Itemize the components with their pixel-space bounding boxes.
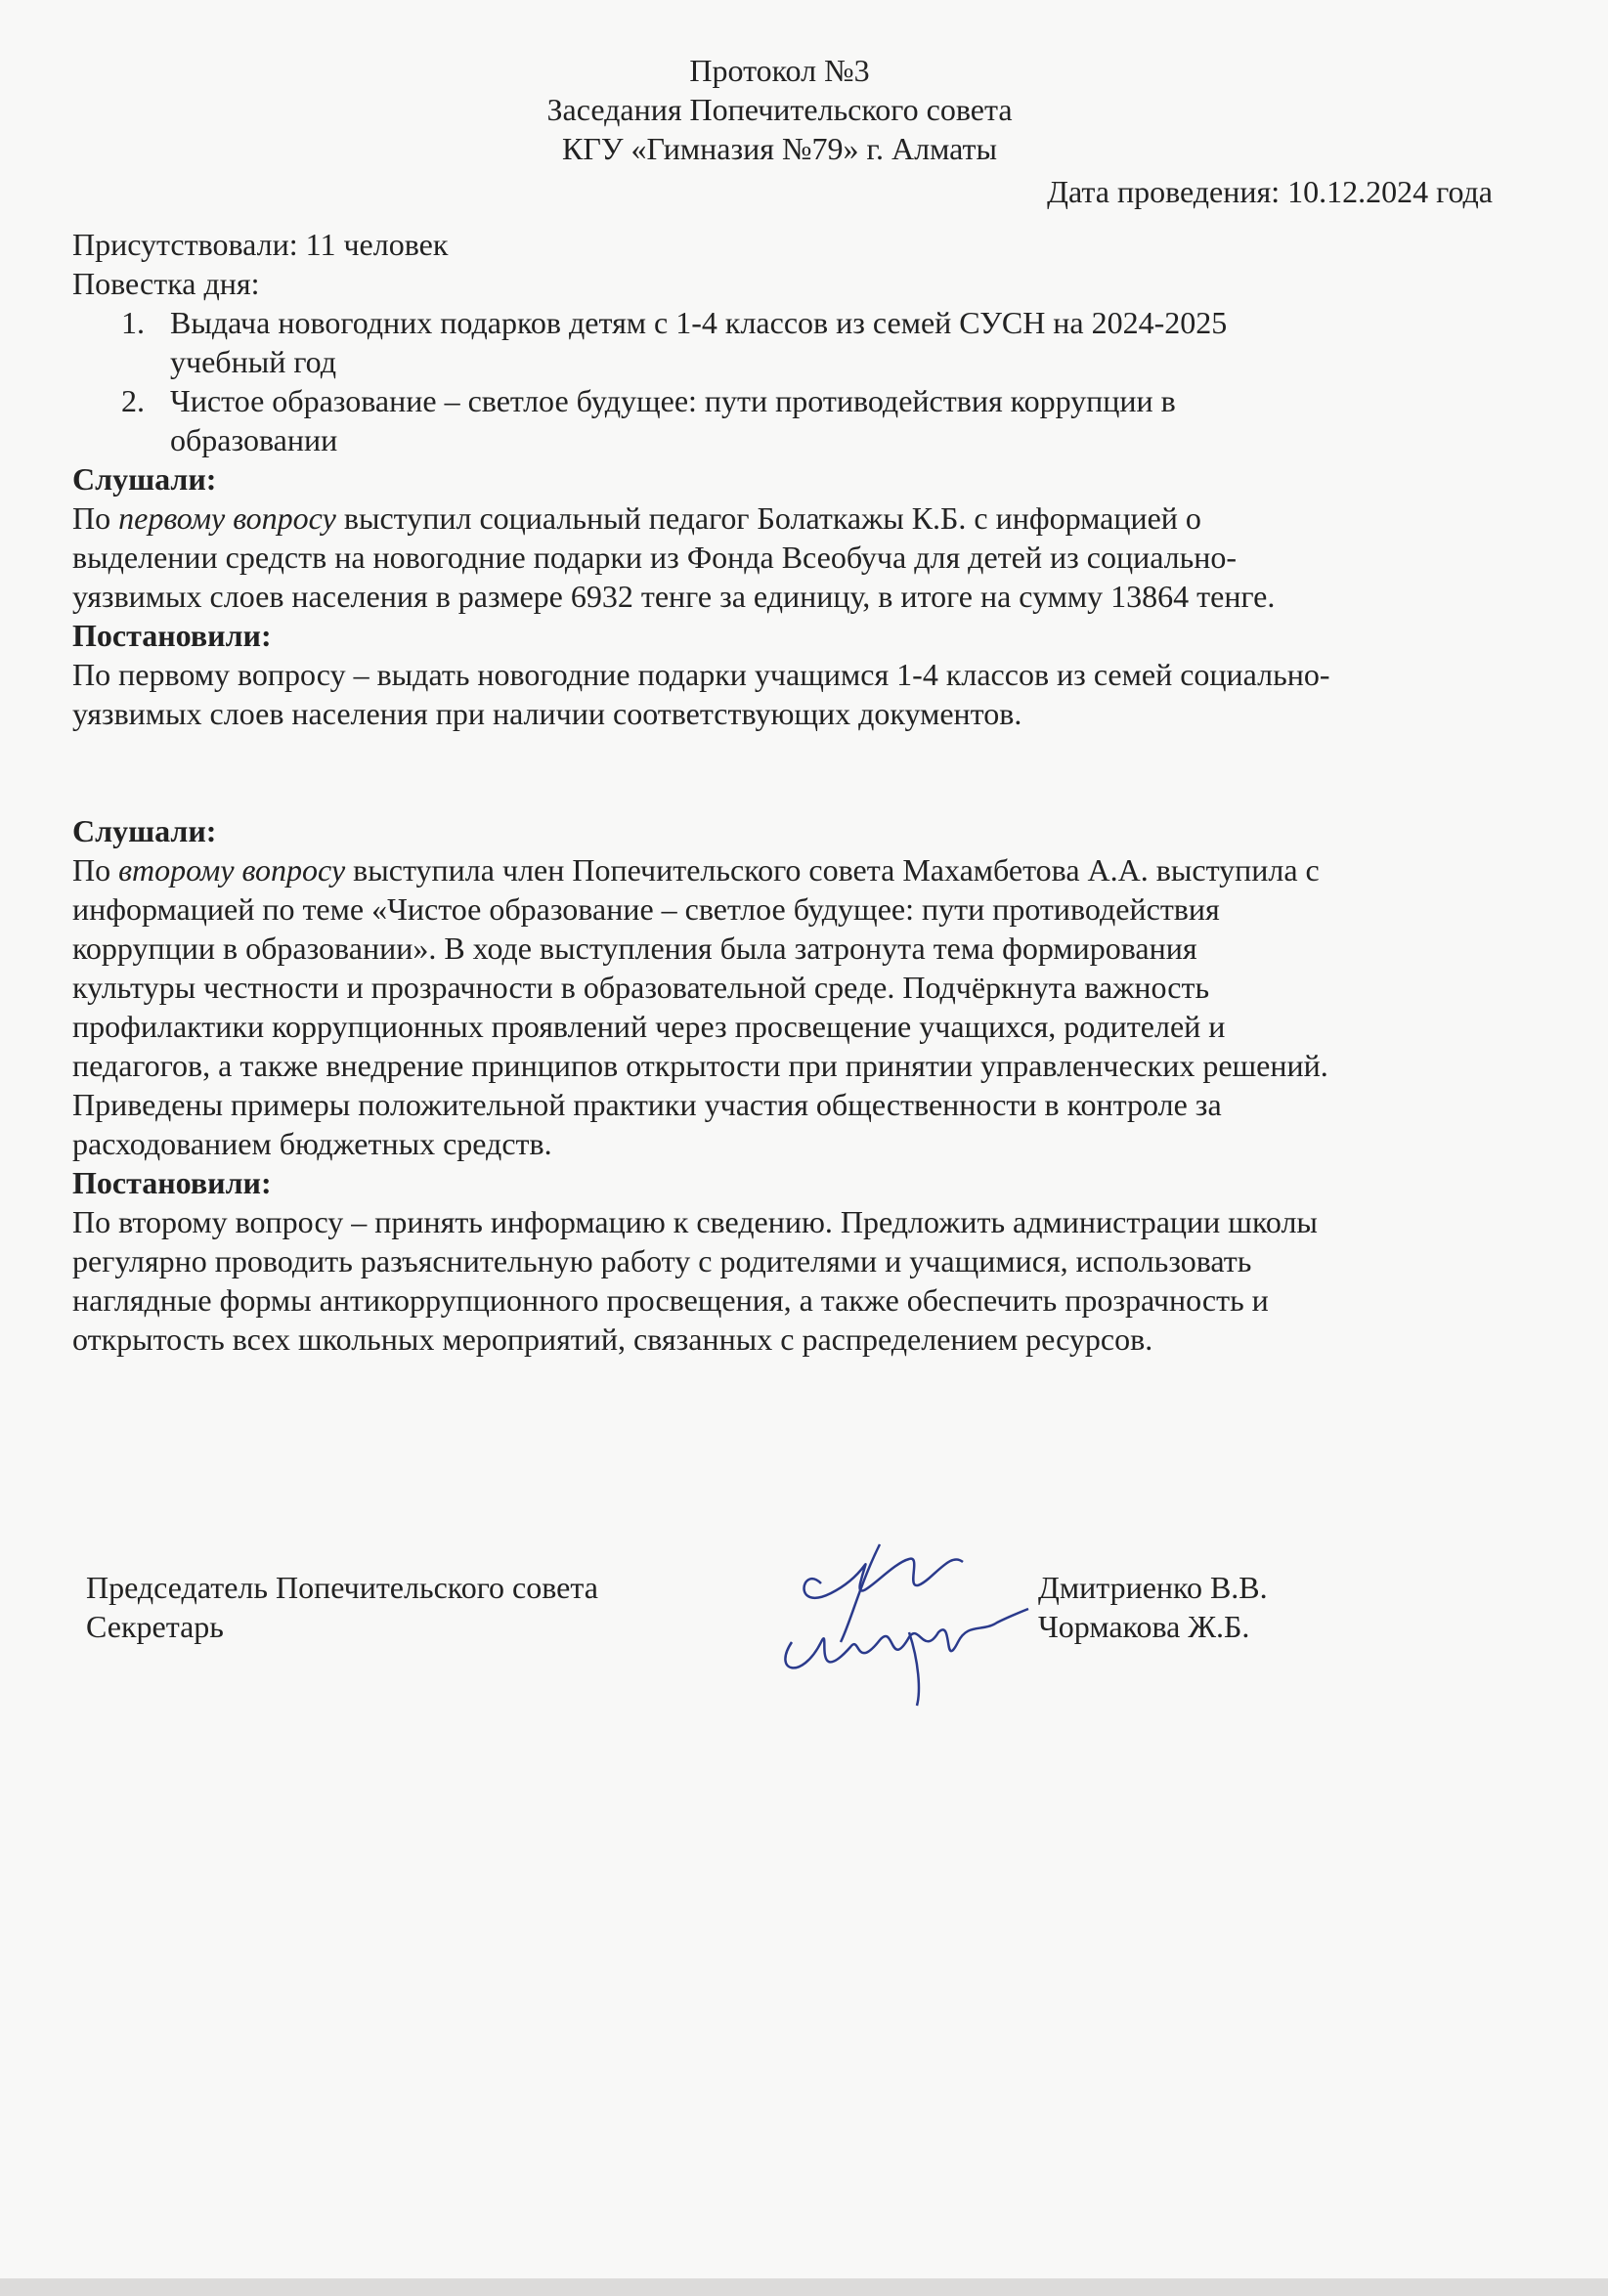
attendance: Присутствовали: 11 человек [72,227,449,262]
resolved-text-line: уязвимых слоев населения при наличии соответствующих документов. [72,696,1022,731]
protocol-title: Протокол №3 [689,53,870,88]
signature-stroke [785,1609,1028,1668]
resolved-heading: Постановили: [72,618,272,653]
meeting-title: Заседания Попечительского совета [546,92,1013,127]
question-emphasis: первому вопросу [118,500,336,536]
resolved-text-line: наглядные формы антикоррупционного просвещения, а также обеспечить прозрачность и [72,1282,1269,1318]
text-fragment: По [72,852,119,888]
text-fragment: выступила член Попечительского совета Махамбетова А.А. выступила с [345,852,1320,888]
heard-text-line: культуры честности и прозрачности в образовательной среде. Подчёркнута важность [72,970,1210,1005]
agenda-item-text: Выдача новогодних подарков детям с 1-4 классов из семей СУСН на 2024-2025 [170,305,1228,340]
text-fragment: выступил социальный педагог Болаткажы К.Б. с информацией о [335,500,1201,536]
resolved-text-line: По первому вопросу – выдать новогодние подарки учащимся 1-4 классов из семей социально- [72,657,1330,692]
signature-stroke [841,1544,880,1642]
heard-text-line: Приведены примеры положительной практики участия общественности в контроле за [72,1087,1222,1122]
heard-heading: Слушали: [72,461,217,497]
agenda-item-text: Чистое образование – светлое будущее: пути противодействия коррупции в [170,383,1176,418]
chair-name: Дмитриенко В.В. [1038,1570,1268,1605]
resolved-text-line: открытость всех школьных мероприятий, связанных с распределением ресурсов. [72,1321,1153,1357]
agenda-item-text: образовании [170,422,338,457]
heard-text-line: выделении средств на новогодние подарки из Фонда Всеобуча для детей из социально- [72,540,1238,575]
resolved-heading: Постановили: [72,1165,272,1200]
agenda-item-number: 1. [121,305,145,340]
heard-text [72,498,1499,538]
chair-role: Председатель Попечительского совета [86,1570,598,1605]
handwritten-signature [762,1525,1036,1711]
question-emphasis: второму вопросу [118,852,346,888]
agenda-item-text: учебный год [170,344,337,379]
heard-text [72,850,1499,889]
section-spacer [72,733,1499,811]
signatory-names [1038,1568,1268,1646]
text-fragment: По [72,500,119,536]
agenda-item [72,303,1499,381]
agenda-item [72,381,1499,459]
agenda-title: Повестка дня: [72,266,260,301]
institution-title: КГУ «Гимназия №79» г. Алматы [562,131,997,166]
resolved-text-line: регулярно проводить разъяснительную работу с родителями и учащимися, использовать [72,1243,1252,1278]
heard-heading: Слушали: [72,813,217,848]
paper-edge [0,2278,1608,2296]
signature-stroke [804,1559,964,1598]
secretary-role: Секретарь [86,1609,224,1644]
agenda-list [72,303,1499,459]
heard-text-line: расходованием бюджетных средств. [72,1126,552,1161]
secretary-name: Чормакова Ж.Б. [1038,1609,1250,1644]
document-body [72,225,1499,1359]
signatory-roles [86,1568,598,1646]
signature-stroke [909,1632,919,1706]
meeting-date: Дата проведения: 10.12.2024 года [1047,174,1493,209]
heard-text-line: уязвимых слоев населения в размере 6932 тенге за единицу, в итоге на сумму 13864 тенге. [72,579,1276,614]
heard-text-line: коррупции в образовании». В ходе выступления была затронута тема формирования [72,931,1197,966]
heard-text-line: педагогов, а также внедрение принципов открытости при принятии управленческих решений. [72,1048,1328,1083]
heard-text-line: информацией по теме «Чистое образование – светлое будущее: пути противодействия [72,891,1220,927]
heard-text-line: профилактики коррупционных проявлений через просвещение учащихся, родителей и [72,1009,1226,1044]
agenda-item-number: 2. [121,383,145,418]
document-header [0,51,1559,168]
resolved-text-line: По второму вопросу – принять информацию к сведению. Предложить администрации школы [72,1204,1318,1239]
